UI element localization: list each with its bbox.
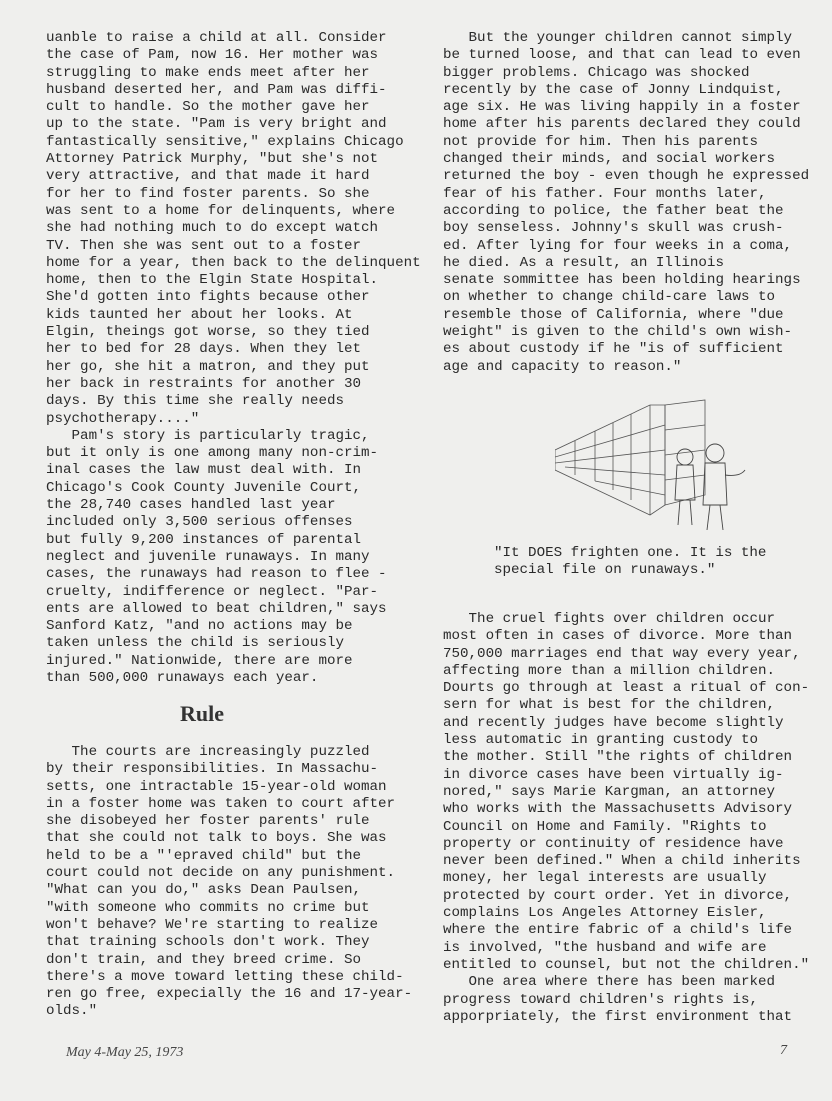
text-line: 750,000 marriages end that way every year, xyxy=(443,645,801,662)
text-line: special file on runaways." xyxy=(494,562,716,579)
text-line: apporpriately, the first environment that xyxy=(443,1008,793,1025)
text-line: he died. As a result, an Illinois xyxy=(443,254,724,271)
text-line: ren go free, expecially the 16 and 17-year- xyxy=(46,986,413,1003)
text-line: her back in restraints for another 30 xyxy=(46,375,362,392)
text-line: not provide for him. Then his parents xyxy=(443,133,759,150)
text-line: but it only is one among many non-crim- xyxy=(46,445,379,462)
text-line: in a foster home was taken to court after xyxy=(46,795,396,812)
text-line: and recently judges have become slightly xyxy=(443,714,784,731)
text-line: she disobeyed her foster parents' rule xyxy=(46,813,370,830)
text-line: her to bed for 28 days. When they let xyxy=(46,341,362,358)
text-line: Sanford Katz, "and no actions may be xyxy=(46,618,353,635)
text-line: be turned loose, and that can lead to even xyxy=(443,47,801,64)
text-line: olds." xyxy=(46,1003,98,1020)
text-line: returned the boy - even though he expressed xyxy=(443,168,810,185)
text-line: cruelty, indifference or neglect. "Par- xyxy=(46,583,379,600)
text-line: The cruel fights over children occur xyxy=(443,611,776,627)
text-line: Dourts go through at least a ritual of con- xyxy=(443,680,810,697)
text-line: that she could not talk to boys. She was xyxy=(46,830,387,847)
text-line: home for a year, then back to the delinquent xyxy=(46,254,421,271)
text-line: than 500,000 runaways each year. xyxy=(46,669,319,686)
text-line: inal cases the law must deal with. In xyxy=(46,462,362,479)
text-line: the 28,740 cases handled last year xyxy=(46,497,336,514)
text-line: fear of his father. Four months later, xyxy=(443,185,767,202)
text-line: complains Los Angeles Attorney Eisler, xyxy=(443,905,767,922)
text-line: boy senseless. Johnny's skull was crush- xyxy=(443,220,784,237)
text-line: But the younger children cannot simply xyxy=(443,30,793,46)
text-line: age and capacity to reason." xyxy=(443,358,682,375)
text-line: She'd gotten into fights because other xyxy=(46,289,370,306)
text-line: setts, one intractable 15-year-old woman xyxy=(46,778,387,795)
text-line: injured." Nationwide, there are more xyxy=(46,652,353,669)
text-line: age six. He was living happily in a foster xyxy=(443,99,801,116)
text-line: where the entire fabric of a child's life xyxy=(443,922,793,939)
text-line: bigger problems. Chicago was shocked xyxy=(443,64,750,81)
text-line: held to be a "'epraved child" but the xyxy=(46,847,362,864)
illustration-caption xyxy=(494,545,804,580)
text-line: was sent to a home for delinquents, where xyxy=(46,202,396,219)
right-column-top xyxy=(443,30,818,376)
text-line: fantastically sensitive," explains Chicago xyxy=(46,133,404,150)
text-line: entitled to counsel, but not the children." xyxy=(443,956,810,973)
text-line: Council on Home and Family. "Rights to xyxy=(443,818,767,835)
text-line: by their responsibilities. In Massachu- xyxy=(46,761,379,778)
text-line: recently by the case of Jonny Lindquist, xyxy=(443,81,784,98)
text-line: her go, she hit a matron, and they put xyxy=(46,358,370,375)
text-line: affecting more than a million children. xyxy=(443,662,776,679)
text-line: home, then to the Elgin State Hospital. xyxy=(46,272,379,289)
text-line: Attorney Patrick Murphy, "but she's not xyxy=(46,151,379,168)
text-line: changed their minds, and social workers xyxy=(443,151,776,168)
text-line: One area where there has been marked xyxy=(443,974,776,991)
right-column-bottom xyxy=(443,611,818,1026)
text-line: cult to handle. So the mother gave her xyxy=(46,99,370,116)
text-line: cases, the runaways had reason to flee - xyxy=(46,566,387,583)
text-line: court could not decide on any punishment. xyxy=(46,865,396,882)
text-line: progress toward children's rights is, xyxy=(443,991,759,1008)
left-column-top xyxy=(46,30,421,687)
text-line: husband deserted her, and Pam was diffi- xyxy=(46,81,387,98)
text-line: Pam's story is particularly tragic, xyxy=(46,427,370,444)
text-line: taken unless the child is seriously xyxy=(46,635,344,652)
text-line: struggling to make ends meet after her xyxy=(46,64,370,81)
text-line: ed. After lying for four weeks in a coma, xyxy=(443,237,793,254)
section-heading-rule: Rule xyxy=(180,701,224,726)
text-line: in divorce cases have been virtually ig- xyxy=(443,766,784,783)
text-line: psychotherapy...." xyxy=(46,410,200,427)
text-line: on whether to change child-care laws to xyxy=(443,289,776,306)
text-line: days. By this time she really needs xyxy=(46,393,344,410)
text-line: is involved, "the husband and wife are xyxy=(443,939,767,956)
text-line: senate sommittee has been holding hearings xyxy=(443,272,801,289)
text-line: for her to find foster parents. So she xyxy=(46,185,370,202)
text-line: resemble those of California, where "due xyxy=(443,306,784,323)
text-line: home after his parents declared they could xyxy=(443,116,801,133)
text-line: "with someone who commits no crime but xyxy=(46,899,370,916)
text-line: the mother. Still "the rights of children xyxy=(443,749,793,766)
text-line: property or continuity of residence have xyxy=(443,835,784,852)
page-number: 7 xyxy=(780,1043,787,1058)
text-line: protected by court order. Yet in divorce, xyxy=(443,887,793,904)
text-line: never been defined." When a child inherits xyxy=(443,853,801,870)
text-line: but fully 9,200 instances of parental xyxy=(46,531,362,548)
left-column-bottom xyxy=(46,744,416,1021)
text-line: that training schools don't work. They xyxy=(46,934,370,951)
text-line: es about custody if he "is of sufficient xyxy=(443,341,784,358)
text-line: who works with the Massachusetts Advisory xyxy=(443,801,793,818)
text-line: money, her legal interests are usually xyxy=(443,870,767,887)
text-line: there's a move toward letting these child- xyxy=(46,968,404,985)
text-line: neglect and juvenile runaways. In many xyxy=(46,548,370,565)
text-line: kids taunted her about her looks. At xyxy=(46,306,353,323)
text-line: Chicago's Cook County Juvenile Court, xyxy=(46,479,362,496)
text-line: sern for what is best for the children, xyxy=(443,697,776,714)
text-line: according to police, the father beat the xyxy=(443,202,784,219)
text-line: nored," says Marie Kargman, an attorney xyxy=(443,783,776,800)
text-line: most often in cases of divorce. More than xyxy=(443,628,793,645)
text-line: The courts are increasingly puzzled xyxy=(46,744,370,760)
text-line: up to the state. "Pam is very bright and xyxy=(46,116,387,133)
text-line: less automatic in granting custody to xyxy=(443,732,759,749)
text-line: the case of Pam, now 16. Her mother was xyxy=(46,47,379,64)
text-line: don't train, and they breed crime. So xyxy=(46,951,362,968)
text-line: TV. Then she was sent out to a foster xyxy=(46,237,362,254)
text-line: Elgin, theings got worse, so they tied xyxy=(46,324,370,341)
text-line: uanble to raise a child at all. Consider xyxy=(46,30,387,46)
issue-date: May 4-May 25, 1973 xyxy=(66,1045,184,1060)
text-line: weight" is given to the child's own wish- xyxy=(443,324,793,341)
text-line: "What can you do," asks Dean Paulsen, xyxy=(46,882,362,899)
text-line: she had nothing much to do except watch xyxy=(46,220,379,237)
text-line: included only 3,500 serious offenses xyxy=(46,514,353,531)
text-line: "It DOES frighten one. It is the xyxy=(494,545,767,561)
text-line: very attractive, and that made it hard xyxy=(46,168,370,185)
cartoon-illustration xyxy=(555,395,770,540)
text-line: won't behave? We're starting to realize xyxy=(46,916,379,933)
text-line: ents are allowed to beat children," says xyxy=(46,600,387,617)
